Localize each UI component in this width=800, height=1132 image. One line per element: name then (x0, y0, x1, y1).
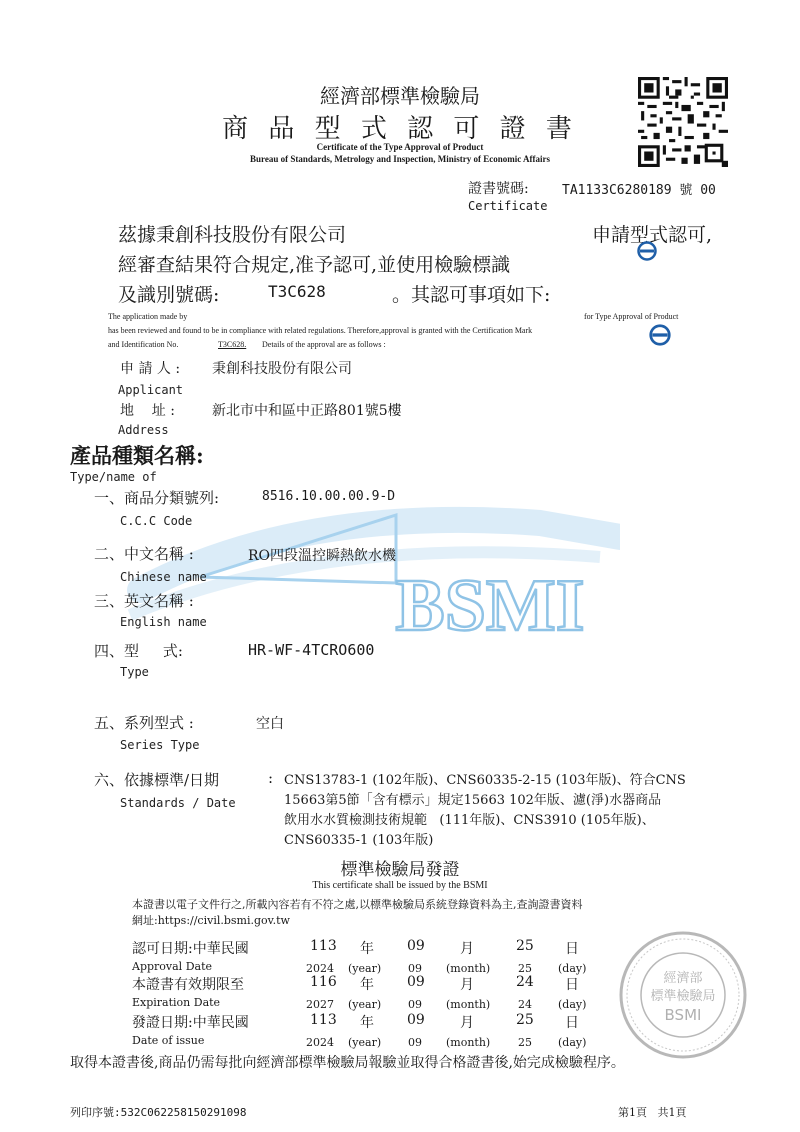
certificate-number: TA1133C6280189 號 00 (562, 183, 716, 198)
expiry-date-label-en: Expiration Date (132, 996, 221, 1009)
certificate-title-cn: 商 品 型 式 認 可 證 書 (222, 114, 578, 144)
issue-roc-year: 113 (310, 1012, 337, 1028)
expiry-roc-month-unit: 月 (460, 977, 474, 993)
standards-line-3: 飲用水水質檢測技術規範 (111年版)、CNS3910 (105年版)、 (284, 813, 655, 828)
approval-roc-day: 25 (516, 938, 534, 954)
inspection-notice: 取得本證書後,商品仍需每批向經濟部標準檢驗局報驗並取得合格證書後,始完成檢驗程序。 (70, 1055, 625, 1071)
standards-label: 六、依據標準/日期 (94, 771, 220, 789)
issue-roc-month-unit: 月 (460, 1015, 474, 1031)
approval-roc-year-unit: 年 (360, 941, 374, 957)
chinese-name-label-en: Chinese name (120, 570, 207, 584)
expiry-roc-day: 24 (516, 974, 534, 990)
intro-en-line-3: and Identification No. (108, 340, 179, 349)
agency-title-cn: 經濟部標準檢驗局 (320, 84, 480, 108)
type-value: HR-WF-4TCRO600 (248, 641, 375, 659)
issue-ad-year: 2024 (306, 1036, 334, 1049)
english-name-label: 三、英文名稱 : (94, 592, 194, 610)
standards-line-2: 15663第5節「含有標示」規定15663 102年版、濾(淨)水器商品 (284, 793, 662, 808)
series-type-label: 五、系列型式 : (94, 714, 194, 732)
approval-roc-month: 09 (407, 938, 425, 954)
intro-line-1-right: 申請型式認可, (592, 224, 713, 246)
standards-line-4: CNS60335-1 (103年版) (284, 833, 434, 848)
product-heading: 產品種類名稱: (70, 443, 204, 468)
approval-ad-month-unit: (month) (446, 962, 491, 975)
applicant-label: 申 請 人 : (120, 361, 181, 377)
electronic-note: 本證書以電子文件行之,所載內容若有不符之處,以標準檢驗局系統登錄資料為主,查詢證書資料 (132, 898, 583, 911)
approval-ad-year-unit: (year) (348, 962, 382, 975)
expiry-ad-day-unit: (day) (558, 998, 587, 1011)
approval-date-label-en: Approval Date (132, 960, 213, 973)
series-type-value: 空白 (256, 716, 284, 732)
issue-roc-year-unit: 年 (360, 1015, 374, 1031)
intro-line-3-end: 。其認可事項如下: (392, 284, 551, 306)
certificate-number-label: 證書號碼: (468, 181, 529, 197)
standards-colon: : (268, 769, 274, 787)
expiry-roc-month: 09 (407, 974, 425, 990)
approval-ad-day-unit: (day) (558, 962, 587, 975)
series-type-label-en: Series Type (120, 738, 200, 752)
seal-line-2: 標準檢驗局 (650, 989, 716, 1004)
issue-date-label-en: Date of issue (132, 1034, 205, 1047)
intro-en-line-2: has been reviewed and found to be in compliance with related regulations. Therefore,approval is granted with the Certification Mark (108, 326, 533, 335)
identification-code: T3C628 (268, 282, 326, 301)
issuer-title-en: This certificate shall be issued by the BSMI (312, 880, 488, 891)
approval-roc-day-unit: 日 (565, 941, 579, 957)
issue-roc-month: 09 (407, 1012, 425, 1028)
seal-line-3: BSMI (664, 1006, 702, 1024)
english-name-label-en: English name (120, 615, 207, 629)
issue-date-label: 發證日期:中華民國 (132, 1015, 249, 1031)
query-url: 網址:https://civil.bsmi.gov.tw (132, 914, 290, 927)
expiry-ad-day: 24 (518, 998, 532, 1011)
issue-ad-day: 25 (518, 1036, 532, 1049)
certificate-title-en: Certificate of the Type Approval of Product (316, 142, 484, 152)
intro-line-1: 茲據秉創科技股份有限公司 (118, 224, 347, 246)
address-label-en: Address (118, 423, 169, 437)
inspection-mark-icon (648, 323, 672, 347)
expiry-roc-year: 116 (310, 974, 337, 990)
agency-title-en: Bureau of Standards, Metrology and Inspection, Ministry of Economic Affairs (250, 154, 550, 164)
issue-ad-year-unit: (year) (348, 1036, 382, 1049)
issue-ad-month: 09 (408, 1036, 422, 1049)
intro-line-3: 及識別號碼: (118, 284, 220, 306)
expiry-ad-month-unit: (month) (446, 998, 491, 1011)
applicant-label-en: Applicant (118, 383, 184, 397)
product-heading-en: Type/name of (70, 470, 157, 484)
inspection-mark-icon (636, 240, 658, 262)
print-serial: 列印序號:532C062258150291098 (70, 1106, 247, 1119)
expiry-roc-day-unit: 日 (565, 977, 579, 993)
ccc-code-label-en: C.C.C Code (120, 514, 193, 528)
watermark-text: BSMI (395, 565, 585, 645)
issue-ad-month-unit: (month) (446, 1036, 491, 1049)
type-label-en: Type (120, 665, 149, 679)
intro-en-code: T3C628. (218, 340, 247, 349)
intro-en-line-3-end: Details of the approval are as follows : (262, 340, 386, 349)
issue-roc-day: 25 (516, 1012, 534, 1028)
expiry-date-label: 本證書有效期限至 (132, 977, 244, 993)
approval-roc-month-unit: 月 (460, 941, 474, 957)
certificate-number-label-en: Certificate (468, 199, 548, 213)
type-label: 四、型 式: (94, 642, 183, 660)
chinese-name-label: 二、中文名稱 : (94, 545, 194, 563)
issue-ad-day-unit: (day) (558, 1036, 587, 1049)
ccc-code-value: 8516.10.00.00.9-D (262, 489, 396, 504)
expiry-ad-year-unit: (year) (348, 998, 382, 1011)
official-seal (618, 930, 748, 1060)
issuer-title: 標準檢驗局發證 (340, 860, 460, 880)
address-value: 新北市中和區中正路801號5樓 (212, 403, 402, 419)
ccc-code-label: 一、商品分類號列: (94, 489, 220, 507)
approval-ad-day: 25 (518, 962, 532, 975)
seal-line-1: 經濟部 (663, 971, 703, 986)
intro-en-line-1-right: for Type Approval of Product (584, 312, 679, 321)
expiry-ad-year: 2027 (306, 998, 334, 1011)
intro-line-2: 經審查結果符合規定,准予認可,並使用檢驗標識 (118, 254, 511, 276)
page-number: 第1頁 共1頁 (618, 1106, 687, 1119)
issue-roc-day-unit: 日 (565, 1015, 579, 1031)
approval-ad-month: 09 (408, 962, 422, 975)
approval-roc-year: 113 (310, 938, 337, 954)
approval-ad-year: 2024 (306, 962, 334, 975)
standards-label-en: Standards / Date (120, 796, 236, 810)
expiry-roc-year-unit: 年 (360, 977, 374, 993)
chinese-name-value: RO四段溫控瞬熱飲水機 (248, 548, 397, 564)
qr-code (638, 77, 728, 167)
approval-date-label: 認可日期:中華民國 (132, 941, 249, 957)
applicant-value: 秉創科技股份有限公司 (212, 361, 352, 377)
address-label: 地 址 : (120, 403, 175, 419)
intro-en-line-1: The application made by (108, 312, 188, 321)
expiry-ad-month: 09 (408, 998, 422, 1011)
standards-line-1: CNS13783-1 (102年版)、CNS60335-2-15 (103年版)、符合CNS (284, 773, 686, 788)
